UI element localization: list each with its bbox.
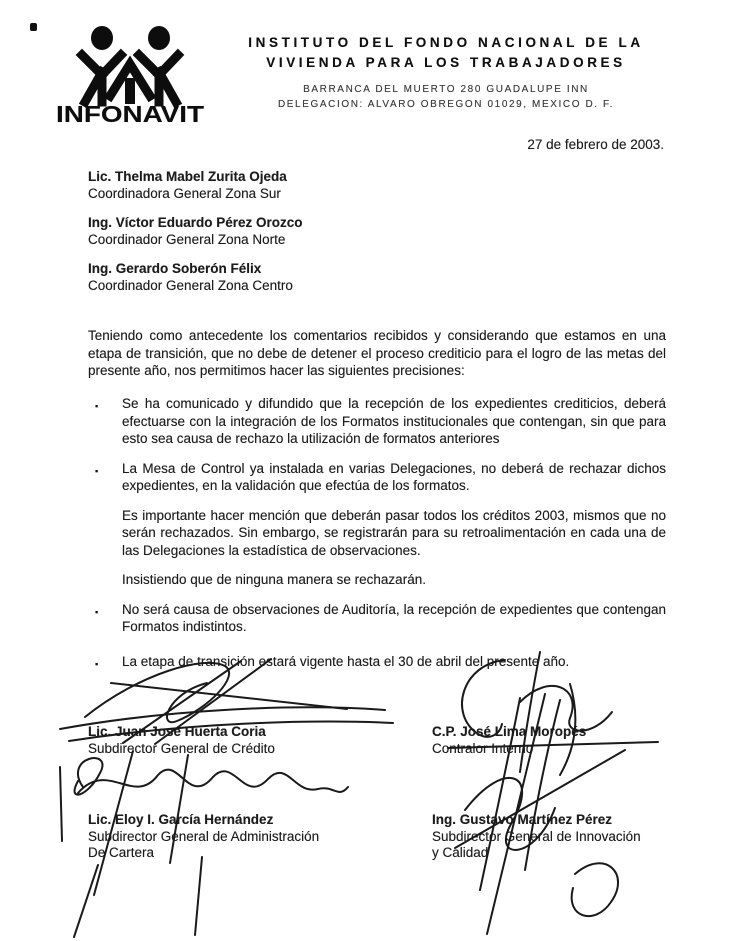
signatory-block [88, 724, 275, 757]
square-bullet-icon: ▪ [95, 401, 99, 411]
address-line2: DELEGACION: ALVARO OBREGON 01029, MEXICO D. F. [277, 99, 615, 110]
infonavit-logo-icon [52, 22, 208, 126]
address-line1: BARRANCA DEL MUERTO 280 GUADALUPE INN [303, 84, 589, 95]
signatory-name: Lic. Juan José Huerta Coria [88, 724, 266, 739]
signatory-title: Subdirector General de Crédito [88, 740, 275, 756]
note-text: Insistiendo que de ninguna manera se rechazarán. [122, 572, 426, 587]
signatory-name: Ing. Gustavo Martínez Pérez [432, 812, 613, 827]
signatory-title: Contralor Interno [432, 740, 534, 756]
scan-artifact [30, 23, 37, 31]
institution-name-line1: INSTITUTO DEL FONDO NACIONAL DE LA [248, 35, 644, 50]
signatory-block [432, 812, 641, 862]
recipient-title: Coordinadora General Zona Sur [88, 185, 281, 201]
recipient [88, 215, 303, 248]
infonavit-logo [52, 22, 208, 126]
letter-date: 27 de febrero de 2003. [527, 137, 664, 152]
signatory-block [88, 812, 319, 862]
recipient-name: Ing. Gerardo Soberón Félix [88, 261, 262, 276]
bullet-text: Se ha comunicado y difundido que la recepción de los expedientes crediticios, deberá efectuarse con la integración de los Formatos institucionales que contengan, sin que para esto sea causa de rechazo la utilización de formatos anteriores [122, 396, 666, 446]
logo-wordmark: INFONAVIT [56, 101, 204, 126]
bullet-text: No será causa de observaciones de Auditoría, la recepción de expedientes que contengan Formatos indistintos. [122, 601, 666, 634]
square-bullet-icon: ▪ [95, 606, 99, 617]
intro-paragraph: Teniendo como antecedente los comentarios recibidos y considerando que estamos en una etapa de transición, que no debe de detener el proceso crediticio para el logro de las metas del presente año, nos permitimos hacer las siguientes precisiones: [88, 328, 666, 378]
note-paragraph [122, 507, 666, 560]
recipient-title: Coordinador General Zona Centro [88, 277, 293, 293]
signatory-block [432, 724, 586, 757]
bullet-item [88, 395, 666, 448]
institution-name-line2: VIVIENDA PARA LOS TRABAJADORES [266, 55, 626, 70]
signatory-title: Subdirector General de Administración [88, 828, 320, 844]
square-bullet-icon: ▪ [95, 658, 99, 669]
bullet-item [88, 601, 666, 636]
signatory-title: De Cartera [88, 845, 155, 860]
letterhead-address [200, 82, 692, 112]
body-items [88, 395, 666, 682]
signatory-name: C.P. José Lima Moropés [432, 724, 587, 739]
recipient [88, 169, 303, 202]
signatory-name: Lic. Eloy I. García Hernández [88, 812, 274, 827]
note-paragraph [122, 571, 666, 589]
bullet-item [88, 653, 666, 671]
bullet-text: La etapa de transición estará vigente hasta el 30 de abril del presente año. [122, 653, 570, 669]
square-bullet-icon: ▪ [95, 465, 99, 476]
recipient-list [88, 169, 303, 307]
recipient-title: Coordinador General Zona Norte [88, 231, 286, 247]
bullet-item [88, 460, 666, 495]
note-text: Es importante hacer mención que deberán pasar todos los créditos 2003, mismos que no serán rechazados. Sin embargo, se registrarán para su retroalimentación en cada una de las Delegaciones la estadística de observaciones. [122, 507, 666, 558]
bullet-text: La Mesa de Control ya instalada en varias Delegaciones, no deberá de rechazar dichos expedientes, en la validación que efectúa de los formatos. [122, 460, 666, 493]
signatory-title: y Calidad [432, 845, 489, 860]
recipient [88, 261, 303, 294]
letterhead [200, 33, 692, 112]
recipient-name: Lic. Thelma Mabel Zurita Ojeda [88, 169, 287, 184]
recipient-name: Ing. Víctor Eduardo Pérez Orozco [88, 215, 303, 230]
signatory-title: Subdirector General de Innovación [432, 828, 641, 844]
